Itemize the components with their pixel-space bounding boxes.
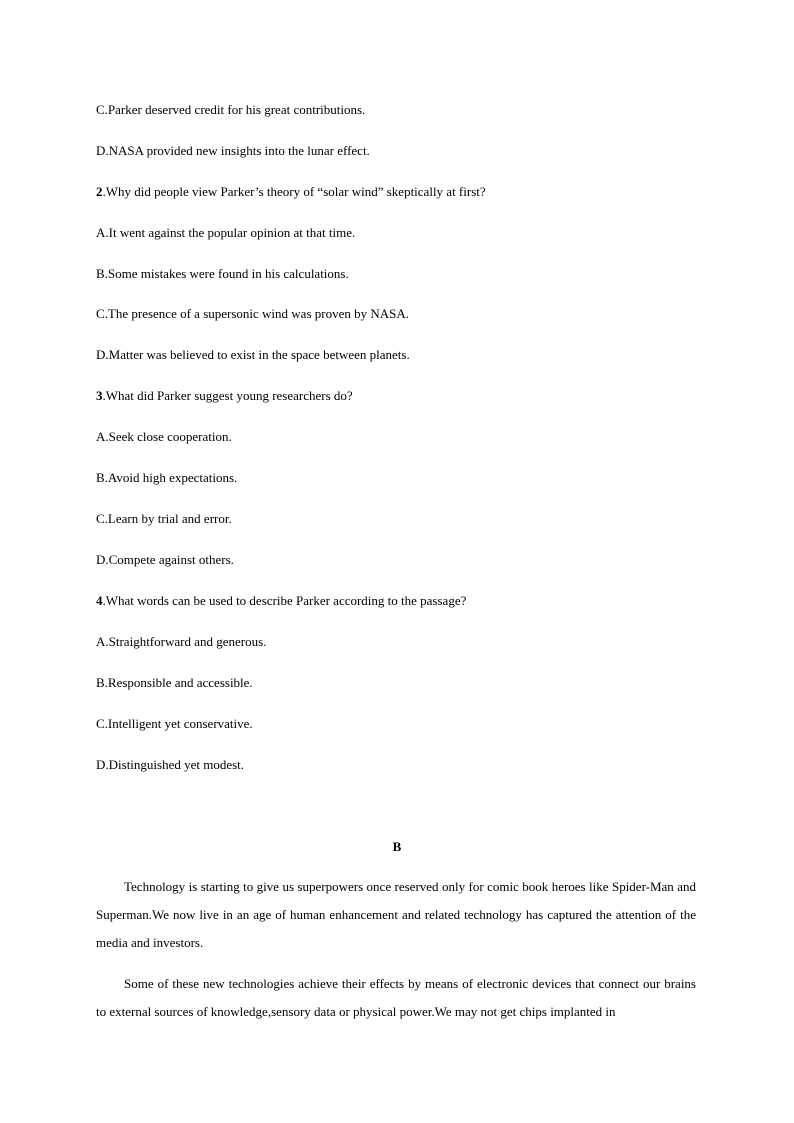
question-2 [96, 184, 706, 200]
option-4a: A.Straightforward and generous. [96, 634, 267, 649]
question-number: 3 [96, 388, 103, 403]
question-number: 4 [96, 593, 103, 608]
option-2b: B.Some mistakes were found in his calculations. [96, 266, 349, 281]
option-4d: D.Distinguished yet modest. [96, 757, 245, 772]
section-heading: B [392, 839, 402, 854]
question-4 [96, 593, 706, 609]
option-3c: C.Learn by trial and error. [96, 511, 232, 526]
option-2a: A.It went against the popular opinion at that time. [96, 225, 356, 240]
question-stem: .Why did people view Parker’s theory of “solar wind” skeptically at first? [102, 184, 486, 199]
option-2d: D.Matter was believed to exist in the space between planets. [96, 347, 410, 362]
question-number: 2 [96, 184, 103, 199]
question-stem: .What did Parker suggest young researchers do? [102, 388, 353, 403]
option-3a: A.Seek close cooperation. [96, 429, 232, 444]
option-1d: D.NASA provided new insights into the lunar effect. [96, 143, 370, 158]
option-4c: C.Intelligent yet conservative. [96, 716, 253, 731]
option-3b: B.Avoid high expectations. [96, 470, 238, 485]
option-2c: C.The presence of a supersonic wind was proven by NASA. [96, 306, 410, 321]
option-4b: B.Responsible and accessible. [96, 675, 253, 690]
question-3 [96, 388, 706, 404]
option-1c: C.Parker deserved credit for his great contributions. [96, 102, 366, 117]
question-stem: .What words can be used to describe Parker according to the passage? [102, 593, 467, 608]
paragraph-2: Some of these new technologies achieve their effects by means of electronic devices that connect our brains to external sources of knowledge,sensory data or physical power.We may not get chips implanted in [96, 976, 696, 1019]
paragraph-1: Technology is starting to give us superpowers once reserved only for comic book heroes like Spider-Man and Superman.We now live in an age of human enhancement and related technology has captured the attention of the media and investors. [96, 879, 696, 950]
option-3d: D.Compete against others. [96, 552, 234, 567]
